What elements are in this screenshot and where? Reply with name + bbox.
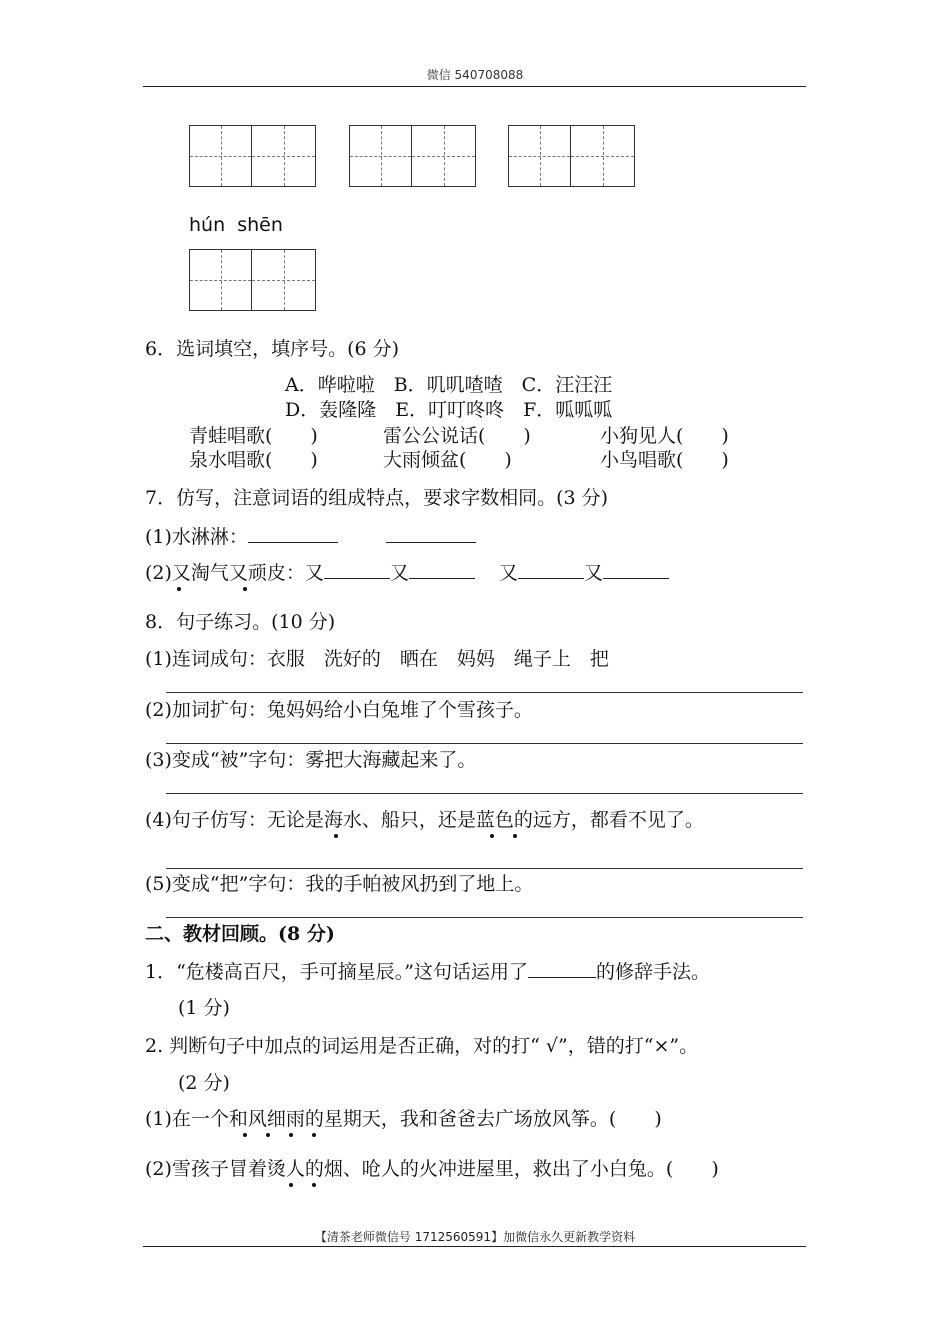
s2-q2-line1: 2. 判断句子中加点的词运用是否正确，对的打“ √”，错的打“×”。: [145, 1035, 699, 1057]
writing-grid[interactable]: [189, 249, 318, 311]
page-header: 微信 540708088: [426, 68, 524, 82]
s2-q2-item1: (1)在一个和风细雨的星期天，我和爸爸去广场放风筝。( ): [145, 1108, 662, 1130]
q6-item: 雷公公说话( ): [383, 425, 531, 447]
q6-title: 6．选词填空，填序号。(6 分): [145, 338, 400, 360]
emphasis-dot: [312, 1133, 316, 1137]
answer-blank[interactable]: [603, 560, 669, 579]
pinyin-label: hún shēn: [189, 214, 283, 236]
q6-options-row1: A．哗啦啦 B．叽叽喳喳 C．汪汪汪: [285, 374, 613, 396]
emphasis-dot: [312, 1183, 316, 1187]
emphasis-dot: [289, 1133, 293, 1137]
answer-blank[interactable]: [324, 560, 390, 579]
emphasis-dot: [289, 1183, 293, 1187]
q8-title: 8．句子练习。(10 分): [145, 611, 336, 633]
answer-line[interactable]: [166, 743, 803, 744]
emphasis-dot: [243, 1133, 247, 1137]
q6-item: 青蛙唱歌( ): [189, 425, 318, 447]
answer-blank[interactable]: [248, 524, 338, 543]
page-footer: 【清茶老师微信号 1712560591】加微信永久更新教学资料: [314, 1230, 636, 1244]
answer-blank[interactable]: [528, 959, 596, 978]
section2-title: 二、教材回顾。(8 分): [145, 923, 335, 945]
s2-q2-item2: (2)雪孩子冒着烫人的烟、呛人的火冲进屋里，救出了小白兔。( ): [145, 1158, 719, 1180]
writing-grid[interactable]: [349, 125, 478, 187]
you-char: 又: [304, 562, 324, 584]
answer-line[interactable]: [166, 917, 803, 918]
s2-q2-line2: (2 分): [178, 1072, 230, 1094]
emphasis-dot: [177, 587, 181, 591]
s2-q1-line1: [145, 959, 710, 984]
q8-item5: (5)变成“把”字句：我的手帕被风扔到了地上。: [145, 873, 534, 895]
q8-item1: (1)连词成句：衣服 洗好的 晒在 妈妈 绳子上 把: [145, 648, 609, 670]
q7-item1: [145, 524, 476, 549]
q6-item: 大雨倾盆( ): [383, 449, 512, 471]
answer-line[interactable]: [166, 793, 803, 794]
q6-item: 泉水唱歌( ): [189, 449, 318, 471]
answer-line[interactable]: [166, 692, 803, 693]
header-rule: [143, 86, 806, 87]
emphasis-dot: [334, 834, 338, 838]
q7-item1-label: (1)水淋淋：: [145, 526, 248, 548]
q8-item3: (3)变成“被”字句：雾把大海藏起来了。: [145, 749, 477, 771]
q8-item4: (4)句子仿写：无论是海水、船只，还是蓝色的远方，都看不见了。: [145, 809, 704, 831]
q7-item2: [145, 560, 669, 585]
you-char: 又: [389, 562, 409, 584]
q8-item2: (2)加词扩句：兔妈妈给小白兔堆了个雪孩子。: [145, 699, 533, 721]
answer-blank[interactable]: [409, 560, 475, 579]
you-char: 又: [583, 562, 603, 584]
footer-rule: [143, 1246, 806, 1247]
answer-blank[interactable]: [386, 524, 476, 543]
s2-q1-text-a: 1．“危楼高百尺，手可摘星辰。”这句话运用了: [145, 961, 529, 983]
q7-item2-label: (2)又淘气又顽皮：: [145, 562, 305, 584]
you-char: 又: [498, 562, 518, 584]
writing-grid[interactable]: [189, 125, 318, 187]
answer-blank[interactable]: [518, 560, 584, 579]
emphasis-dot: [243, 587, 247, 591]
writing-grid[interactable]: [508, 125, 637, 187]
s2-q1-text-b: 的修辞手法。: [596, 961, 711, 983]
emphasis-dot: [513, 834, 517, 838]
s2-q1-line2: (1 分): [178, 997, 230, 1019]
emphasis-dot: [490, 834, 494, 838]
q6-item: 小鸟唱歌( ): [600, 449, 729, 471]
q7-title: 7．仿写，注意词语的组成特点，要求字数相同。(3 分): [145, 487, 609, 509]
answer-line[interactable]: [166, 868, 803, 869]
q6-item: 小狗见人( ): [600, 425, 729, 447]
emphasis-dot: [266, 1133, 270, 1137]
q6-options-row2: D．轰隆隆 E．叮叮咚咚 F．呱呱呱: [285, 399, 613, 421]
